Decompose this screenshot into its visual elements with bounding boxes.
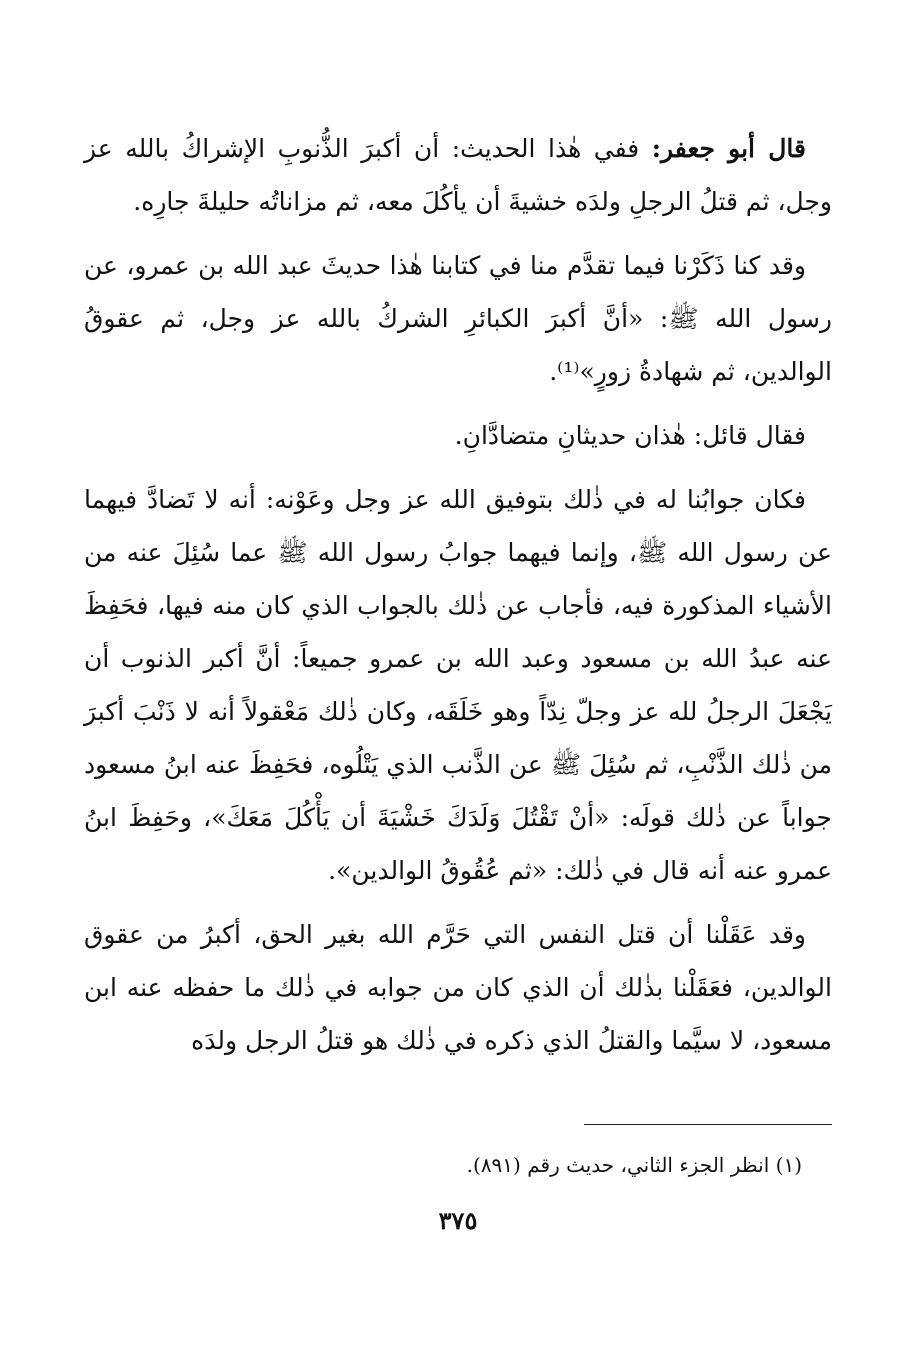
footnote: (١) انظر الجزء الثاني، حديث رقم (٨٩١). <box>466 1153 802 1177</box>
main-text <box>84 122 832 1078</box>
paragraph-text: فقال قائل: هٰذان حديثانِ متضادَّانِ. <box>454 421 806 450</box>
paragraph-lead: قال أبو جعفر: <box>651 134 806 163</box>
paragraph-text: فكان جوابُنا له في ذٰلك بتوفيق الله عز وجل وعَوْنه: أنه لا تَضادَّ فيهما عن رسول الله ﷺ، وإنما فيهما جوابُ رسول الله ﷺ عما سُئِلَ عنه من الأشياء المذكورة فيه، فأجاب عن ذٰلك بالجواب الذي كان منه فيها، فحَفِظَ عنه عبدُ الله بن مسعود وعبد الله بن عمرو جميعاً: أنَّ أكبر الذنوب أن يَجْعَلَ الرجلُ لله عز وجلّ نِدّاً وهو خَلَقَه، وكان ذٰلك مَعْقولاً أنه لا ذَنْبَ أكبرَ من ذٰلك الذَّنْبِ، ثم سُئِلَ ﷺ عن الذَّنب الذي يَتْلُوه، فحَفِظَ عنه ابنُ مسعود جواباً عن ذٰلك قولَه: «أنْ تَقْتُلَ وَلَدَكَ خَشْيَةَ أن يَأْكُلَ مَعَكَ»، وحَفِظَ ابنُ عمرو عنه أنه قال في ذٰلك: «ثم عُقُوقُ الوالدين». <box>84 485 832 885</box>
paragraph-3 <box>84 409 832 462</box>
paragraph-text: وقد كنا ذَكَرْنا فيما تقدَّم منا في كتابنا هٰذا حديثَ عبد الله بن عمرو، عن رسول الله ﷺ: «أنَّ أكبرَ الكبائرِ الشركُ بالله عز وجل، ثم عقوقُ الوالدين، ثم شهادةُ زورٍ»⁽¹⁾. <box>84 251 832 386</box>
page-number: ٣٧٥ <box>438 1206 478 1235</box>
footnote-divider <box>584 1124 832 1125</box>
paragraph-4 <box>84 473 832 897</box>
paragraph-text: ففي هٰذا الحديث: أن أكبرَ الذُّنوبِ الإشراكُ بالله عز وجل، ثم قتلُ الرجلِ ولدَه خشيةَ أن يأكُلَ معه، ثم مزاناتُه حليلةَ جارِه. <box>84 134 832 216</box>
paragraph-text: وقد عَقَلْنا أن قتل النفس التي حَرَّم الله بغير الحق، أكبرُ من عقوق الوالدين، فعَقَلْنا بذٰلك أن الذي كان من جوابه في ذٰلك ما حفظه عنه ابن مسعود، لا سيَّما والقتلُ الذي ذكره في ذٰلك هو قتلُ الرجل ولدَه <box>84 920 832 1055</box>
paragraph-5 <box>84 908 832 1067</box>
paragraph-1 <box>84 122 832 228</box>
paragraph-2 <box>84 239 832 398</box>
